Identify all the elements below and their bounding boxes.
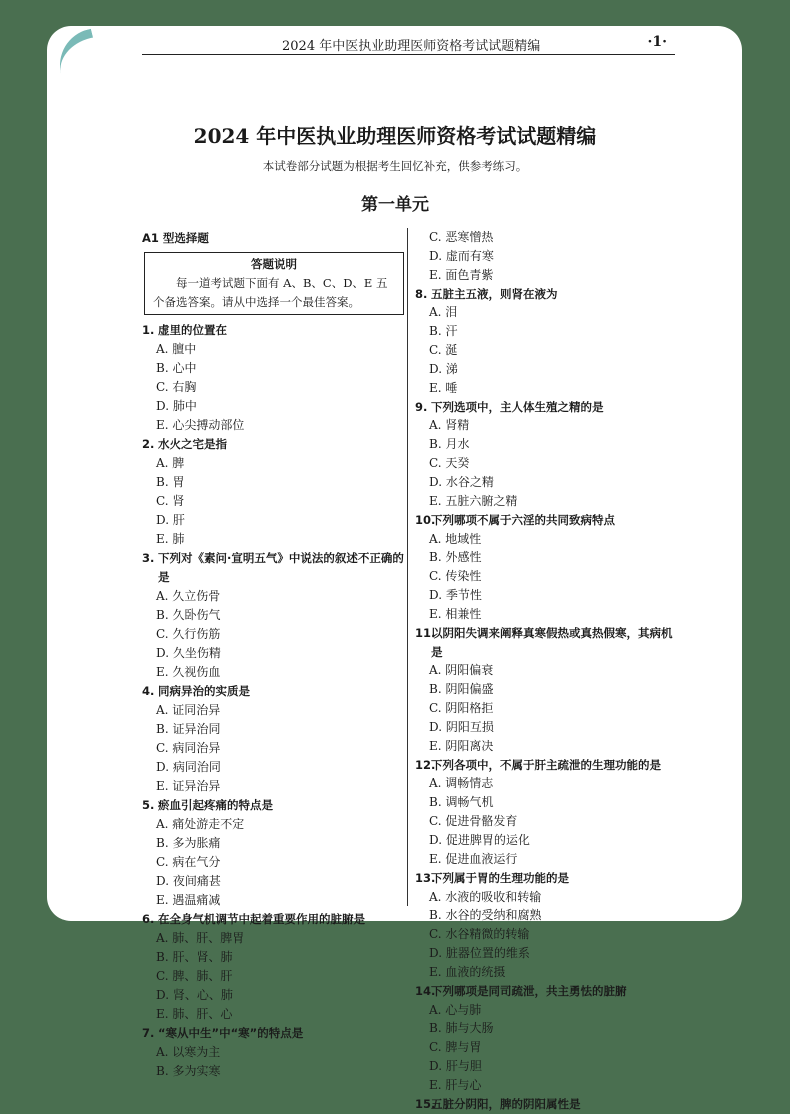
answer-option: E. 久视伤血 — [156, 665, 221, 679]
question-stem — [142, 910, 404, 929]
answer-option: A. 阴阳偏衰 — [429, 663, 494, 678]
question-stem — [142, 321, 404, 340]
question-text: 下列各项中，不属于肝主疏泄的生理功能的是 — [431, 757, 661, 772]
answer-option: E. 唾 — [429, 380, 458, 395]
answer-option: D. 涕 — [429, 361, 458, 376]
answer-option: E. 遇温痛减 — [156, 893, 221, 907]
answer-option: C. 天癸 — [429, 456, 470, 471]
right-column — [415, 228, 677, 1114]
question — [415, 624, 677, 756]
question-stem — [415, 511, 677, 530]
answer-option: B. 外感性 — [429, 550, 482, 565]
question-stem — [415, 1095, 677, 1114]
answer-option: A. 证同治异 — [156, 703, 221, 717]
answer-option: C. 脾与胃 — [429, 1040, 482, 1055]
answer-options — [142, 929, 404, 1024]
answer-option: E. 阴阳离决 — [429, 738, 494, 753]
answer-option: E. 心尖搏动部位 — [156, 418, 245, 432]
answer-option: E. 五脏六腑之精 — [429, 493, 518, 508]
question — [142, 549, 404, 682]
running-header-title: 2024 年中医执业助理医师资格考试试题精编 — [282, 39, 541, 54]
question — [142, 796, 404, 910]
question — [142, 321, 404, 435]
question-text: 水火之宅是指 — [158, 437, 227, 451]
question-number: 3. — [142, 551, 155, 565]
question-text: 以阴阳失调来阐释真寒假热或真热假寒，其病机是 — [431, 625, 673, 659]
instructions-body: 每一道考试题下面有 A、B、C、D、E 五个备选答案。请从中选择一个最佳答案。 — [153, 276, 388, 309]
question — [142, 1024, 404, 1081]
question — [415, 869, 677, 982]
question-stem — [142, 796, 404, 815]
answer-option: A. 水液的吸收和转输 — [429, 889, 542, 904]
question — [415, 398, 677, 511]
answer-option: C. 右胸 — [156, 380, 197, 394]
question-text: 下列哪项是同司疏泄，共主勇怯的脏腑 — [431, 983, 627, 998]
answer-option: B. 阴阳偏盛 — [429, 682, 494, 697]
answer-option: A. 痛处游走不定 — [156, 817, 245, 831]
question-stem — [142, 435, 404, 454]
answer-options — [415, 774, 677, 868]
question-number: 14. — [415, 983, 436, 998]
answer-option: A. 肺、肝、脾胃 — [156, 931, 245, 945]
question-number: 1. — [142, 323, 155, 337]
answer-option: A. 脾 — [156, 456, 185, 470]
column-divider — [407, 228, 408, 906]
answer-option: A. 心与肺 — [429, 1002, 482, 1017]
question-text: “寒从中生”中“寒”的特点是 — [158, 1026, 304, 1040]
answer-option: D. 虚而有寒 — [429, 248, 494, 263]
instructions-box — [144, 252, 404, 315]
question — [415, 1095, 677, 1114]
answer-option: B. 多为胀痛 — [156, 836, 221, 850]
answer-option: D. 促进脾胃的运化 — [429, 833, 530, 847]
answer-options — [415, 530, 677, 624]
question-number: 8. — [415, 286, 428, 301]
question-text: 下列属于胃的生理功能的是 — [431, 870, 569, 885]
answer-option: B. 肝、肾、肺 — [156, 950, 233, 964]
question-number: 4. — [142, 684, 155, 698]
answer-option: D. 季节性 — [429, 588, 482, 603]
answer-option: C. 脾、肺、肝 — [156, 969, 233, 983]
question-text: 五脏主五液，则肾在液为 — [431, 286, 558, 301]
question — [415, 511, 677, 624]
answer-option: E. 证异治异 — [156, 779, 221, 793]
answer-option: C. 水谷精微的转输 — [429, 927, 530, 942]
question — [415, 228, 677, 285]
answer-option: B. 调畅气机 — [429, 795, 494, 810]
section-heading: A1 型选择题 — [142, 231, 209, 245]
answer-option: C. 病在气分 — [156, 855, 221, 869]
answer-option: B. 汗 — [429, 324, 458, 339]
question — [415, 285, 677, 398]
answer-option: A. 膻中 — [156, 342, 197, 356]
answer-options — [415, 416, 677, 510]
question-number: 15. — [415, 1096, 436, 1111]
answer-option: D. 肾、心、肺 — [156, 988, 233, 1002]
answer-options — [415, 888, 677, 982]
answer-option: E. 肺、肝、心 — [156, 1007, 233, 1021]
answer-option: D. 久坐伤精 — [156, 646, 221, 660]
question-list-left — [142, 321, 404, 1081]
answer-option: C. 阴阳格拒 — [429, 701, 494, 716]
question-number: 12. — [415, 757, 436, 772]
answer-option: C. 病同治异 — [156, 741, 221, 755]
answer-option: D. 阴阳互损 — [429, 719, 494, 734]
answer-option: E. 面色青紫 — [429, 267, 494, 282]
question-text: 同病异治的实质是 — [158, 684, 250, 698]
answer-option: C. 久行伤筋 — [156, 627, 221, 641]
question-text: 瘀血引起疼痛的特点是 — [158, 798, 273, 812]
question-stem — [415, 624, 677, 662]
answer-option: E. 肺 — [156, 532, 185, 546]
page-number: ·1· — [647, 34, 667, 50]
answer-options — [142, 815, 404, 910]
unit-heading: 第一单元 — [361, 195, 429, 215]
answer-option: C. 恶寒憎热 — [429, 230, 494, 244]
answer-option: B. 久卧伤气 — [156, 608, 221, 622]
answer-option: B. 心中 — [156, 361, 197, 375]
question-stem — [415, 398, 677, 417]
question-stem — [142, 682, 404, 701]
answer-option: B. 多为实寒 — [156, 1064, 221, 1078]
question-stem — [415, 982, 677, 1001]
question-text: 在全身气机调节中起着重要作用的脏腑是 — [158, 912, 365, 926]
question-number: 11. — [415, 625, 436, 640]
answer-option: D. 水谷之精 — [429, 474, 494, 489]
answer-option: A. 久立伤骨 — [156, 589, 221, 603]
question — [142, 682, 404, 796]
question-stem — [142, 549, 404, 587]
question-text: 下列对《素问·宣明五气》中说法的叙述不正确的是 — [158, 551, 404, 584]
answer-option: E. 促进血液运行 — [429, 851, 518, 866]
left-column — [142, 229, 404, 1081]
answer-option: A. 以寒为主 — [156, 1045, 221, 1059]
question-number: 6. — [142, 912, 155, 926]
answer-option: B. 月水 — [429, 437, 470, 452]
instructions-title: 答题说明 — [251, 257, 297, 271]
answer-option: A. 调畅情志 — [429, 776, 494, 791]
question-number: 7. — [142, 1026, 155, 1040]
answer-options — [142, 701, 404, 796]
answer-option: A. 肾精 — [429, 418, 470, 433]
question-text: 下列哪项不属于六淫的共同致病特点 — [431, 512, 615, 527]
answer-option: B. 水谷的受纳和腐熟 — [429, 908, 542, 923]
answer-option: A. 泪 — [429, 305, 458, 320]
question-text: 虚里的位置在 — [158, 323, 227, 337]
answer-option: D. 夜间痛甚 — [156, 874, 221, 888]
question-stem — [142, 1024, 404, 1043]
answer-option: E. 血液的统摄 — [429, 964, 506, 979]
answer-option: A. 地域性 — [429, 531, 482, 546]
answer-option: D. 肺中 — [156, 399, 197, 413]
answer-option: B. 胃 — [156, 475, 185, 489]
question-text: 下列选项中，主人体生殖之精的是 — [431, 399, 604, 414]
question-stem — [415, 869, 677, 888]
answer-options — [415, 228, 677, 285]
question-number: 13. — [415, 870, 436, 885]
answer-option: D. 病同治同 — [156, 760, 221, 774]
answer-option: C. 传染性 — [429, 569, 482, 584]
question-stem — [415, 756, 677, 775]
answer-options — [142, 1043, 404, 1081]
question — [415, 756, 677, 869]
question-stem — [415, 285, 677, 304]
answer-options — [415, 1001, 677, 1095]
answer-option: C. 涎 — [429, 343, 458, 358]
answer-option: B. 肺与大肠 — [429, 1021, 494, 1036]
answer-option: D. 脏器位置的维系 — [429, 946, 530, 961]
answer-option: E. 相兼性 — [429, 606, 482, 621]
question-number: 10. — [415, 512, 436, 527]
answer-option: D. 肝 — [156, 513, 185, 527]
question-number: 9. — [415, 399, 428, 414]
answer-option: E. 肝与心 — [429, 1077, 482, 1092]
answer-options — [142, 454, 404, 549]
answer-option: B. 证异治同 — [156, 722, 221, 736]
question — [415, 982, 677, 1095]
question — [142, 910, 404, 1024]
running-header — [142, 34, 675, 55]
document-subtitle: 本试卷部分试题为根据考生回忆补充，供参考练习。 — [262, 159, 528, 173]
answer-option: C. 促进骨骼发育 — [429, 814, 518, 829]
answer-options — [142, 587, 404, 682]
question-text: 五脏分阴阳，脾的阴阳属性是 — [431, 1096, 581, 1111]
answer-option: C. 肾 — [156, 494, 185, 508]
question-number: 2. — [142, 437, 155, 451]
document-title: 2024 年中医执业助理医师资格考试试题精编 — [193, 124, 597, 148]
answer-options — [415, 303, 677, 397]
question-number: 5. — [142, 798, 155, 812]
question — [142, 435, 404, 549]
question-list-right — [415, 228, 677, 1114]
answer-options — [142, 340, 404, 435]
answer-option: D. 肝与胆 — [429, 1059, 482, 1074]
answer-options — [415, 661, 677, 755]
